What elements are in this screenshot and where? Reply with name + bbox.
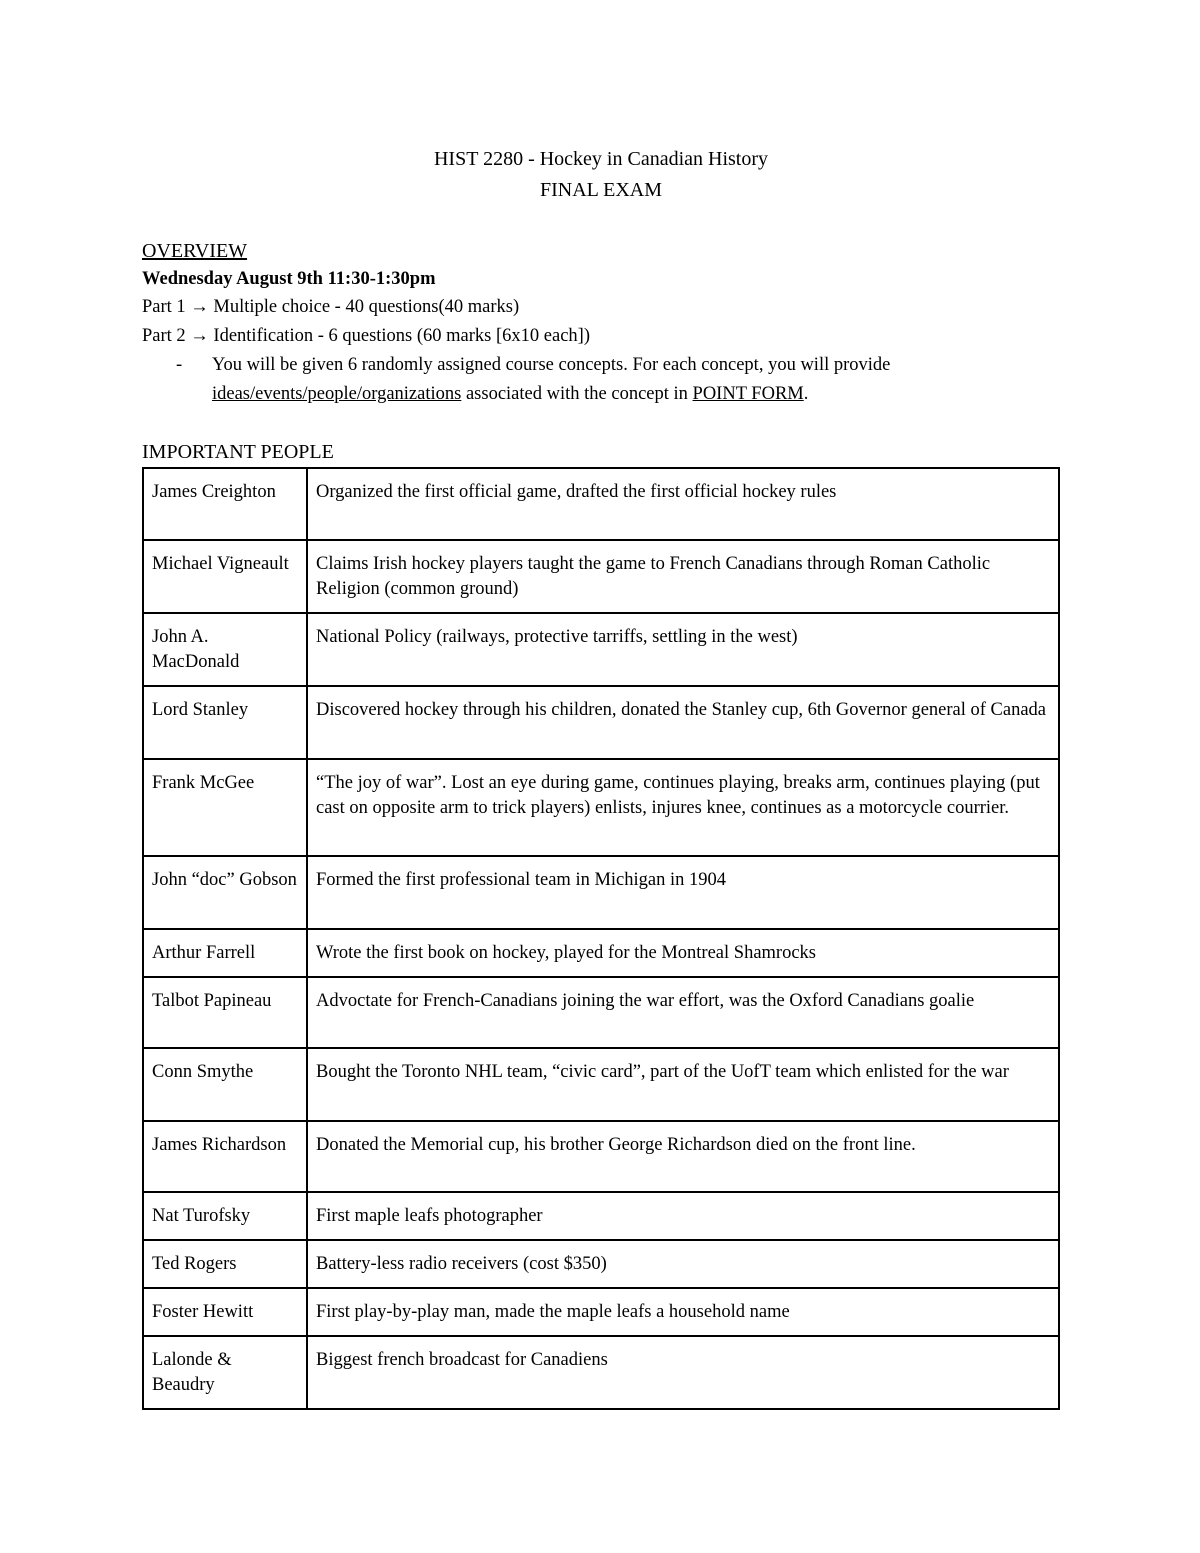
person-description: Formed the first professional team in Michigan in 1904 (307, 856, 1059, 929)
important-people-heading: IMPORTANT PEOPLE (142, 441, 334, 463)
table-row (143, 1288, 1059, 1336)
table-row (143, 1336, 1059, 1409)
person-name: Lord Stanley (143, 686, 307, 759)
person-name: Nat Turofsky (143, 1192, 307, 1240)
person-name: John A. MacDonald (143, 613, 307, 686)
table-row (143, 856, 1059, 929)
person-description: Donated the Memorial cup, his brother George Richardson died on the front line. (307, 1121, 1059, 1192)
person-name: Arthur Farrell (143, 929, 307, 977)
table-row (143, 1121, 1059, 1192)
table-row (143, 759, 1059, 856)
person-description: Battery-less radio receivers (cost $350) (307, 1240, 1059, 1288)
person-description: “The joy of war”. Lost an eye during game, continues playing, breaks arm, continues playing (put cast on opposite arm to trick players) enlists, injures knee, continues as a motorcycle courrier. (307, 759, 1059, 856)
exam-date: Wednesday August 9th 11:30-1:30pm (142, 269, 436, 289)
table-row (143, 613, 1059, 686)
person-name: Ted Rogers (143, 1240, 307, 1288)
person-description: Advoctate for French-Canadians joining the war effort, was the Oxford Canadians goalie (307, 977, 1059, 1048)
bullet-text: You will be given 6 randomly assigned course concepts. For each concept, you will provide (212, 355, 891, 375)
important-people-table (142, 467, 1060, 1410)
person-name: John “doc” Gobson (143, 856, 307, 929)
person-name: Conn Smythe (143, 1048, 307, 1121)
person-name: Talbot Papineau (143, 977, 307, 1048)
table-row (143, 1192, 1059, 1240)
table-row (143, 468, 1059, 540)
person-description: Organized the first official game, drafted the first official hockey rules (307, 468, 1059, 540)
overview-bullet (142, 351, 1072, 409)
part-1-description: Part 1 → Multiple choice - 40 questions(40 marks) (142, 297, 520, 317)
document-title: HIST 2280 - Hockey in Canadian History (433, 148, 769, 170)
overview-heading: OVERVIEW (142, 240, 248, 262)
person-description: Discovered hockey through his children, donated the Stanley cup, 6th Governor general of Canada (307, 686, 1059, 759)
table-row (143, 1240, 1059, 1288)
person-name: Foster Hewitt (143, 1288, 307, 1336)
document-page (142, 140, 1060, 1410)
person-description: First maple leafs photographer (307, 1192, 1059, 1240)
table-row (143, 929, 1059, 977)
bullet-text: associated with the concept in (461, 384, 693, 404)
table-row (143, 686, 1059, 759)
person-name: James Creighton (143, 468, 307, 540)
person-name: James Richardson (143, 1121, 307, 1192)
person-name: Lalonde & Beaudry (143, 1336, 307, 1409)
part-2-description: Part 2 → Identification - 6 questions (60 marks [6x10 each]) (142, 326, 590, 346)
person-description: First play-by-play man, made the maple leafs a household name (307, 1288, 1059, 1336)
person-description: Biggest french broadcast for Canadiens (307, 1336, 1059, 1409)
person-description: Bought the Toronto NHL team, “civic card”, part of the UofT team which enlisted for the war (307, 1048, 1059, 1121)
person-name: Michael Vigneault (143, 540, 307, 613)
document-subtitle: FINAL EXAM (539, 179, 663, 201)
person-description: Wrote the first book on hockey, played for the Montreal Shamrocks (307, 929, 1059, 977)
person-description: National Policy (railways, protective tarriffs, settling in the west) (307, 613, 1059, 686)
table-row (143, 540, 1059, 613)
table-row (143, 977, 1059, 1048)
bullet-dash: - (176, 355, 183, 375)
bullet-text: . (803, 384, 809, 404)
person-description: Claims Irish hockey players taught the game to French Canadians through Roman Catholic Religion (common ground) (307, 540, 1059, 613)
person-name: Frank McGee (143, 759, 307, 856)
bullet-underlined-point-form: POINT FORM (692, 384, 804, 404)
bullet-underlined-ideas: ideas/events/people/organizations (212, 384, 462, 404)
table-row (143, 1048, 1059, 1121)
